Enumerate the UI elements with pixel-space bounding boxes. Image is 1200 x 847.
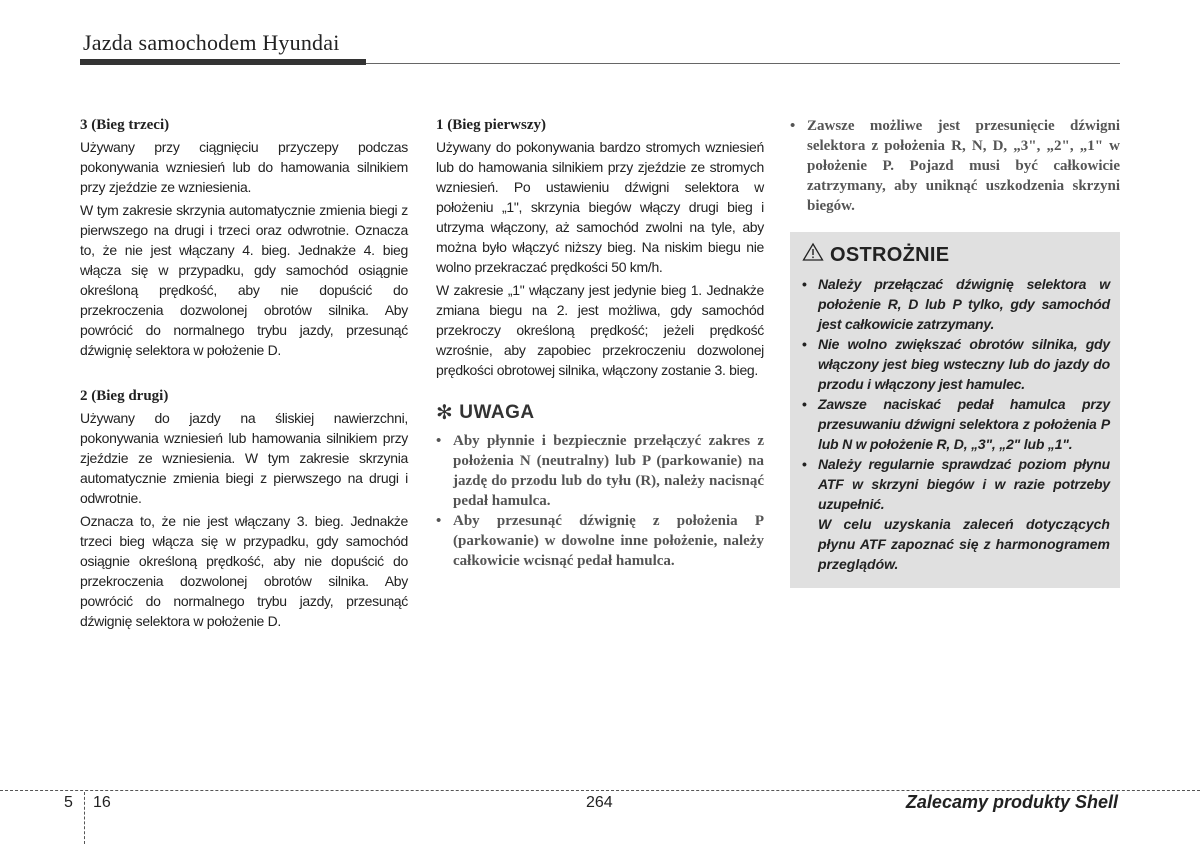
header-bar (80, 59, 366, 65)
note-list (436, 431, 764, 571)
note-item-text: Aby przesunąć dźwignię z położenia P (parkowanie) w dowolne inne położenie, należy całkowicie wcisnąć pedał hamulca. (453, 513, 764, 569)
section-title-gear-1: 1 (Bieg pierwszy) (436, 117, 546, 133)
gear-1-paragraph-2: W zakresie „1" włączany jest jedynie bieg 1. Jednakże zmiana biegu na 2. jest możliwa, gdy samochód przekroczy określoną prędkość; jeżeli prędkość wzrośnie, aby zapobiec przekroczeniu dozwolonej prędkości obrotowej silnika, włączony zostanie 3. bieg. (436, 282, 764, 378)
section-title-gear-3: 3 (Bieg trzeci) (80, 117, 170, 133)
asterisk-icon: ✻ (436, 402, 454, 424)
caution-title: OSTROŻNIE (830, 243, 950, 266)
bullet-icon: • (436, 433, 442, 449)
header-rule (366, 63, 1120, 64)
bullet-icon: • (802, 276, 807, 292)
caution-item-text: Zawsze naciskać pedał hamulca przy przesuwaniu dźwigni selektora z położenia P lub N w położenie R, D, „3", „2" lub „1". (818, 396, 1110, 452)
info-item-text: Zawsze możliwe jest przesunięcie dźwigni selektora z położenia R, N, D, „3", „2", „1" w położenie P. Pojazd musi być całkowicie zatrzymany, aby uniknąć uszkodzenia skrzyni biegów. (807, 118, 1120, 214)
page-header-title: Jazda samochodem Hyundai (83, 30, 340, 55)
note-item (436, 511, 764, 571)
footer-page-in-chapter: 16 (93, 794, 111, 811)
info-item (790, 116, 1120, 216)
warning-triangle-icon (802, 242, 824, 268)
caution-item-text: Należy przełączać dźwignię selektora w położenie R, D lub P tylko, gdy samochód jest całkowicie zatrzymany. (818, 276, 1110, 332)
note-heading (436, 400, 764, 425)
caution-item (802, 274, 1110, 334)
footer-divider (0, 790, 1200, 791)
footer-brand-text: Zalecamy produkty Shell (905, 792, 1118, 812)
gear-1-paragraph-1: Używany do pokonywania bardzo stromych wzniesień lub do hamowania silnikiem przy zjeździe ze stromych wzniesień. Po ustawieniu dźwigni selektora w położeniu „1", skrzynia biegów włączy drugi bieg i utrzyma włączony, aż samochód zwolni na tyle, aby można było włączyć niższy bieg. Na niskim biegu nie wolno przekraczać prędkości 50 km/h. (436, 139, 764, 275)
gear-3-paragraph-2: W tym zakresie skrzynia automatycznie zmienia biegi z pierwszego na drugi i trzeci oraz odwrotnie. Oznacza to, że nie jest włączany 4. bieg. Jednakże 4. bieg włącza się w przypadku, gdy samochód osiągnie określoną prędkość, aby nie dopuścić do przekroczenia dozwolonej obrotów silnika. Aby powrócić do normalnego trybu jazdy, przesunąć dźwignię selektora w położenie D. (80, 202, 408, 358)
column-right (790, 116, 1120, 588)
caution-list (802, 274, 1110, 514)
caution-heading (802, 242, 1110, 268)
note-item (436, 431, 764, 511)
note-item-text: Aby płynnie i bezpiecznie przełączyć zakres z położenia N (neutralny) lub P (parkowanie) na jazdę do przodu lub do tyłu (R), należy nacisnąć pedał hamulca. (453, 433, 764, 509)
info-list (790, 116, 1120, 216)
caution-item (802, 334, 1110, 394)
bullet-icon: • (802, 456, 807, 472)
caution-box (790, 232, 1120, 588)
bullet-icon: • (802, 336, 807, 352)
note-title: UWAGA (459, 401, 535, 423)
gear-2-paragraph-2: Oznacza to, że nie jest włączany 3. bieg. Jednakże trzeci bieg włącza się w przypadku, gdy samochód osiągnie określoną prędkość, aby nie dopuścić do przekroczenia dozwolonej obrotów silnika. Aby powrócić do normalnego trybu jazdy, przesunąć dźwignię selektora w położenie D. (80, 513, 408, 629)
caution-extra-text: W celu uzyskania zaleceń dotyczących płynu ATF zapoznać się z harmonogramem przeglądów. (818, 516, 1110, 572)
section-title-gear-2: 2 (Bieg drugi) (80, 388, 169, 404)
caution-item-text: Nie wolno zwiększać obrotów silnika, gdy włączony jest bieg wsteczny lub do jazdy do przodu i włączony jest hamulec. (818, 336, 1110, 392)
column-left (80, 116, 408, 634)
bullet-icon: • (436, 513, 442, 529)
column-middle (436, 116, 764, 571)
footer-page-number: 264 (586, 794, 613, 811)
gear-2-paragraph-1: Używany do jazdy na śliskiej nawierzchni, pokonywania wzniesień lub hamowania silnikiem przy zjeździe ze wzniesienia. W tym zakresie skrzynia automatycznie zmienia biegi z pierwszego na drugi i odwrotnie. (80, 410, 408, 506)
gear-3-paragraph-1: Używany przy ciągnięciu przyczepy podczas pokonywania wzniesień lub do hamowania silnikiem przy zjeździe ze wzniesienia. (80, 139, 408, 195)
footer-vertical-divider (84, 792, 85, 844)
caution-item (802, 394, 1110, 454)
bullet-icon: • (790, 118, 796, 134)
bullet-icon: • (802, 396, 807, 412)
caution-item-text: Należy regularnie sprawdzać poziom płynu ATF w skrzyni biegów i w razie potrzeby uzupełnić. (818, 456, 1110, 512)
caution-item (802, 454, 1110, 514)
footer-chapter-number: 5 (64, 794, 73, 811)
